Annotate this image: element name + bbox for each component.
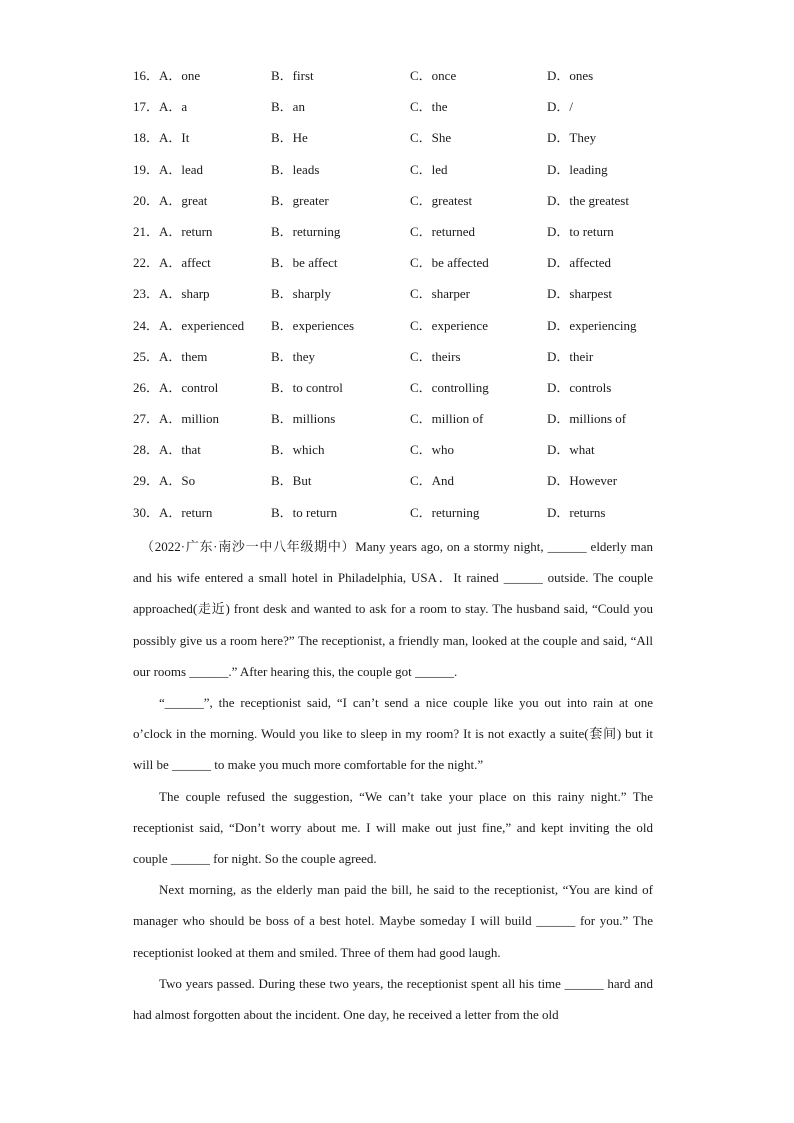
option-c: C．sharper bbox=[410, 286, 470, 302]
option-c: C．controlling bbox=[410, 379, 489, 395]
option-b: B．sharply bbox=[271, 286, 331, 302]
option-row bbox=[133, 436, 693, 467]
option-c: C．once bbox=[410, 68, 457, 83]
passage-paragraph-3: The couple refused the suggestion, “We can’t take your place on this rainy night.” The receptionist said, “Don’t worry about me. I will make out just fine,” and kept inviting the old couple ______ for night. So the couple agreed. bbox=[133, 788, 653, 867]
option-row bbox=[133, 467, 693, 498]
question-number: 27． bbox=[133, 411, 160, 427]
option-row bbox=[133, 218, 693, 249]
option-b: B．experiences bbox=[271, 317, 355, 333]
option-d: D．to return bbox=[547, 223, 614, 239]
option-a: A．great bbox=[159, 192, 208, 208]
question-number: 28． bbox=[133, 442, 160, 458]
option-d: D．leading bbox=[547, 161, 608, 177]
option-c: C．who bbox=[410, 442, 455, 458]
question-number: 21． bbox=[133, 223, 160, 239]
question-number: 18． bbox=[133, 130, 160, 146]
option-d: D．controls bbox=[547, 379, 612, 395]
passage-paragraph-4: Next morning, as the elderly man paid the bill, he said to the receptionist, “You are kind of manager who should be boss of a best hotel. Maybe someday I will build ______ for you.” The receptionist looked at them and smiled. Three of them had good laugh. bbox=[133, 882, 653, 960]
option-b: B．to control bbox=[271, 379, 343, 395]
option-d: D．the greatest bbox=[547, 192, 629, 208]
option-row bbox=[133, 280, 693, 311]
option-a: A．It bbox=[159, 130, 190, 146]
option-d: D．/ bbox=[547, 99, 574, 115]
passage-paragraph-1: （2022·广东·南沙一中八年级期中）Many years ago, on a stormy night, ______ elderly man and his wife entered a small hotel in Philadelphia, USA．It rained ______ outside. The couple approached(走近) front desk and wanted to ask for a room to stay. The husband said, “Could you possibly give us a room here?” The receptionist, a friendly man, looked at the couple and said, “All our rooms ______.” After hearing this, the couple got ______. bbox=[133, 539, 653, 679]
question-number: 29． bbox=[133, 473, 160, 489]
option-b: B．first bbox=[271, 68, 314, 83]
option-c: C．the bbox=[410, 99, 448, 115]
option-c: C．returning bbox=[410, 504, 480, 520]
option-d: D．ones bbox=[547, 68, 594, 83]
cloze-passage bbox=[133, 531, 653, 1030]
option-a: A．lead bbox=[159, 161, 204, 177]
option-row bbox=[133, 93, 693, 124]
question-number: 30． bbox=[133, 504, 160, 520]
question-number: 23． bbox=[133, 286, 160, 302]
option-row bbox=[133, 374, 693, 405]
option-c: C．theirs bbox=[410, 348, 461, 364]
option-c: C．million of bbox=[410, 411, 484, 427]
option-a: A．sharp bbox=[159, 286, 210, 302]
option-row bbox=[133, 499, 693, 530]
option-d: D．returns bbox=[547, 504, 606, 520]
option-d: D．However bbox=[547, 473, 618, 489]
option-row bbox=[133, 62, 693, 93]
option-b: B．leads bbox=[271, 161, 320, 177]
passage-paragraph-5: Two years passed. During these two years, the receptionist spent all his time ______ hard and had almost forgotten about the incident. One day, he received a letter from the old bbox=[133, 975, 653, 1023]
answer-options bbox=[133, 62, 693, 530]
option-c: C．be affected bbox=[410, 255, 489, 271]
option-c: C．greatest bbox=[410, 192, 473, 208]
question-number: 17． bbox=[133, 99, 160, 115]
option-row bbox=[133, 312, 693, 343]
option-a: A．one bbox=[159, 68, 201, 83]
option-b: B．they bbox=[271, 348, 316, 364]
option-d: D．experiencing bbox=[547, 317, 637, 333]
option-b: B．greater bbox=[271, 192, 329, 208]
option-b: B．But bbox=[271, 473, 312, 489]
question-number: 24． bbox=[133, 317, 160, 333]
option-d: D．what bbox=[547, 442, 595, 458]
option-a: A．million bbox=[159, 411, 219, 427]
option-a: A．control bbox=[159, 379, 219, 395]
question-number: 16． bbox=[133, 68, 160, 83]
option-row bbox=[133, 156, 693, 187]
option-b: B．to return bbox=[271, 504, 338, 520]
option-d: D．affected bbox=[547, 255, 612, 271]
option-d: D．They bbox=[547, 130, 597, 146]
option-d: D．their bbox=[547, 348, 594, 364]
question-number: 19． bbox=[133, 161, 160, 177]
option-a: A．experienced bbox=[159, 317, 245, 333]
question-number: 22． bbox=[133, 255, 160, 271]
option-a: A．affect bbox=[159, 255, 211, 271]
question-number: 25． bbox=[133, 348, 160, 364]
option-b: B．an bbox=[271, 99, 305, 115]
option-a: A．return bbox=[159, 223, 213, 239]
option-a: A．return bbox=[159, 504, 213, 520]
option-row bbox=[133, 124, 693, 155]
option-b: B．which bbox=[271, 442, 325, 458]
option-c: C．returned bbox=[410, 223, 475, 239]
option-b: B．millions bbox=[271, 411, 336, 427]
passage-paragraph-2: “______”, the receptionist said, “I can’t send a nice couple like you out into rain at one o’clock in the morning. Would you like to sleep in my room? It is not exactly a suite(套间) but it will be ______ to make you much more comfortable for the night.” bbox=[133, 695, 653, 773]
option-row bbox=[133, 187, 693, 218]
question-number: 26． bbox=[133, 379, 160, 395]
option-b: B．be affect bbox=[271, 255, 338, 271]
option-b: B．returning bbox=[271, 223, 341, 239]
option-a: A．So bbox=[159, 473, 196, 489]
option-row bbox=[133, 405, 693, 436]
option-c: C．experience bbox=[410, 317, 488, 333]
option-a: A．that bbox=[159, 442, 201, 458]
option-b: B．He bbox=[271, 130, 308, 146]
option-row bbox=[133, 343, 693, 374]
option-c: C．She bbox=[410, 130, 452, 146]
option-d: D．sharpest bbox=[547, 286, 612, 302]
question-number: 20． bbox=[133, 192, 160, 208]
option-c: C．And bbox=[410, 473, 455, 489]
option-d: D．millions of bbox=[547, 411, 627, 427]
option-row bbox=[133, 249, 693, 280]
option-a: A．a bbox=[159, 99, 188, 115]
option-a: A．them bbox=[159, 348, 208, 364]
option-c: C．led bbox=[410, 161, 448, 177]
